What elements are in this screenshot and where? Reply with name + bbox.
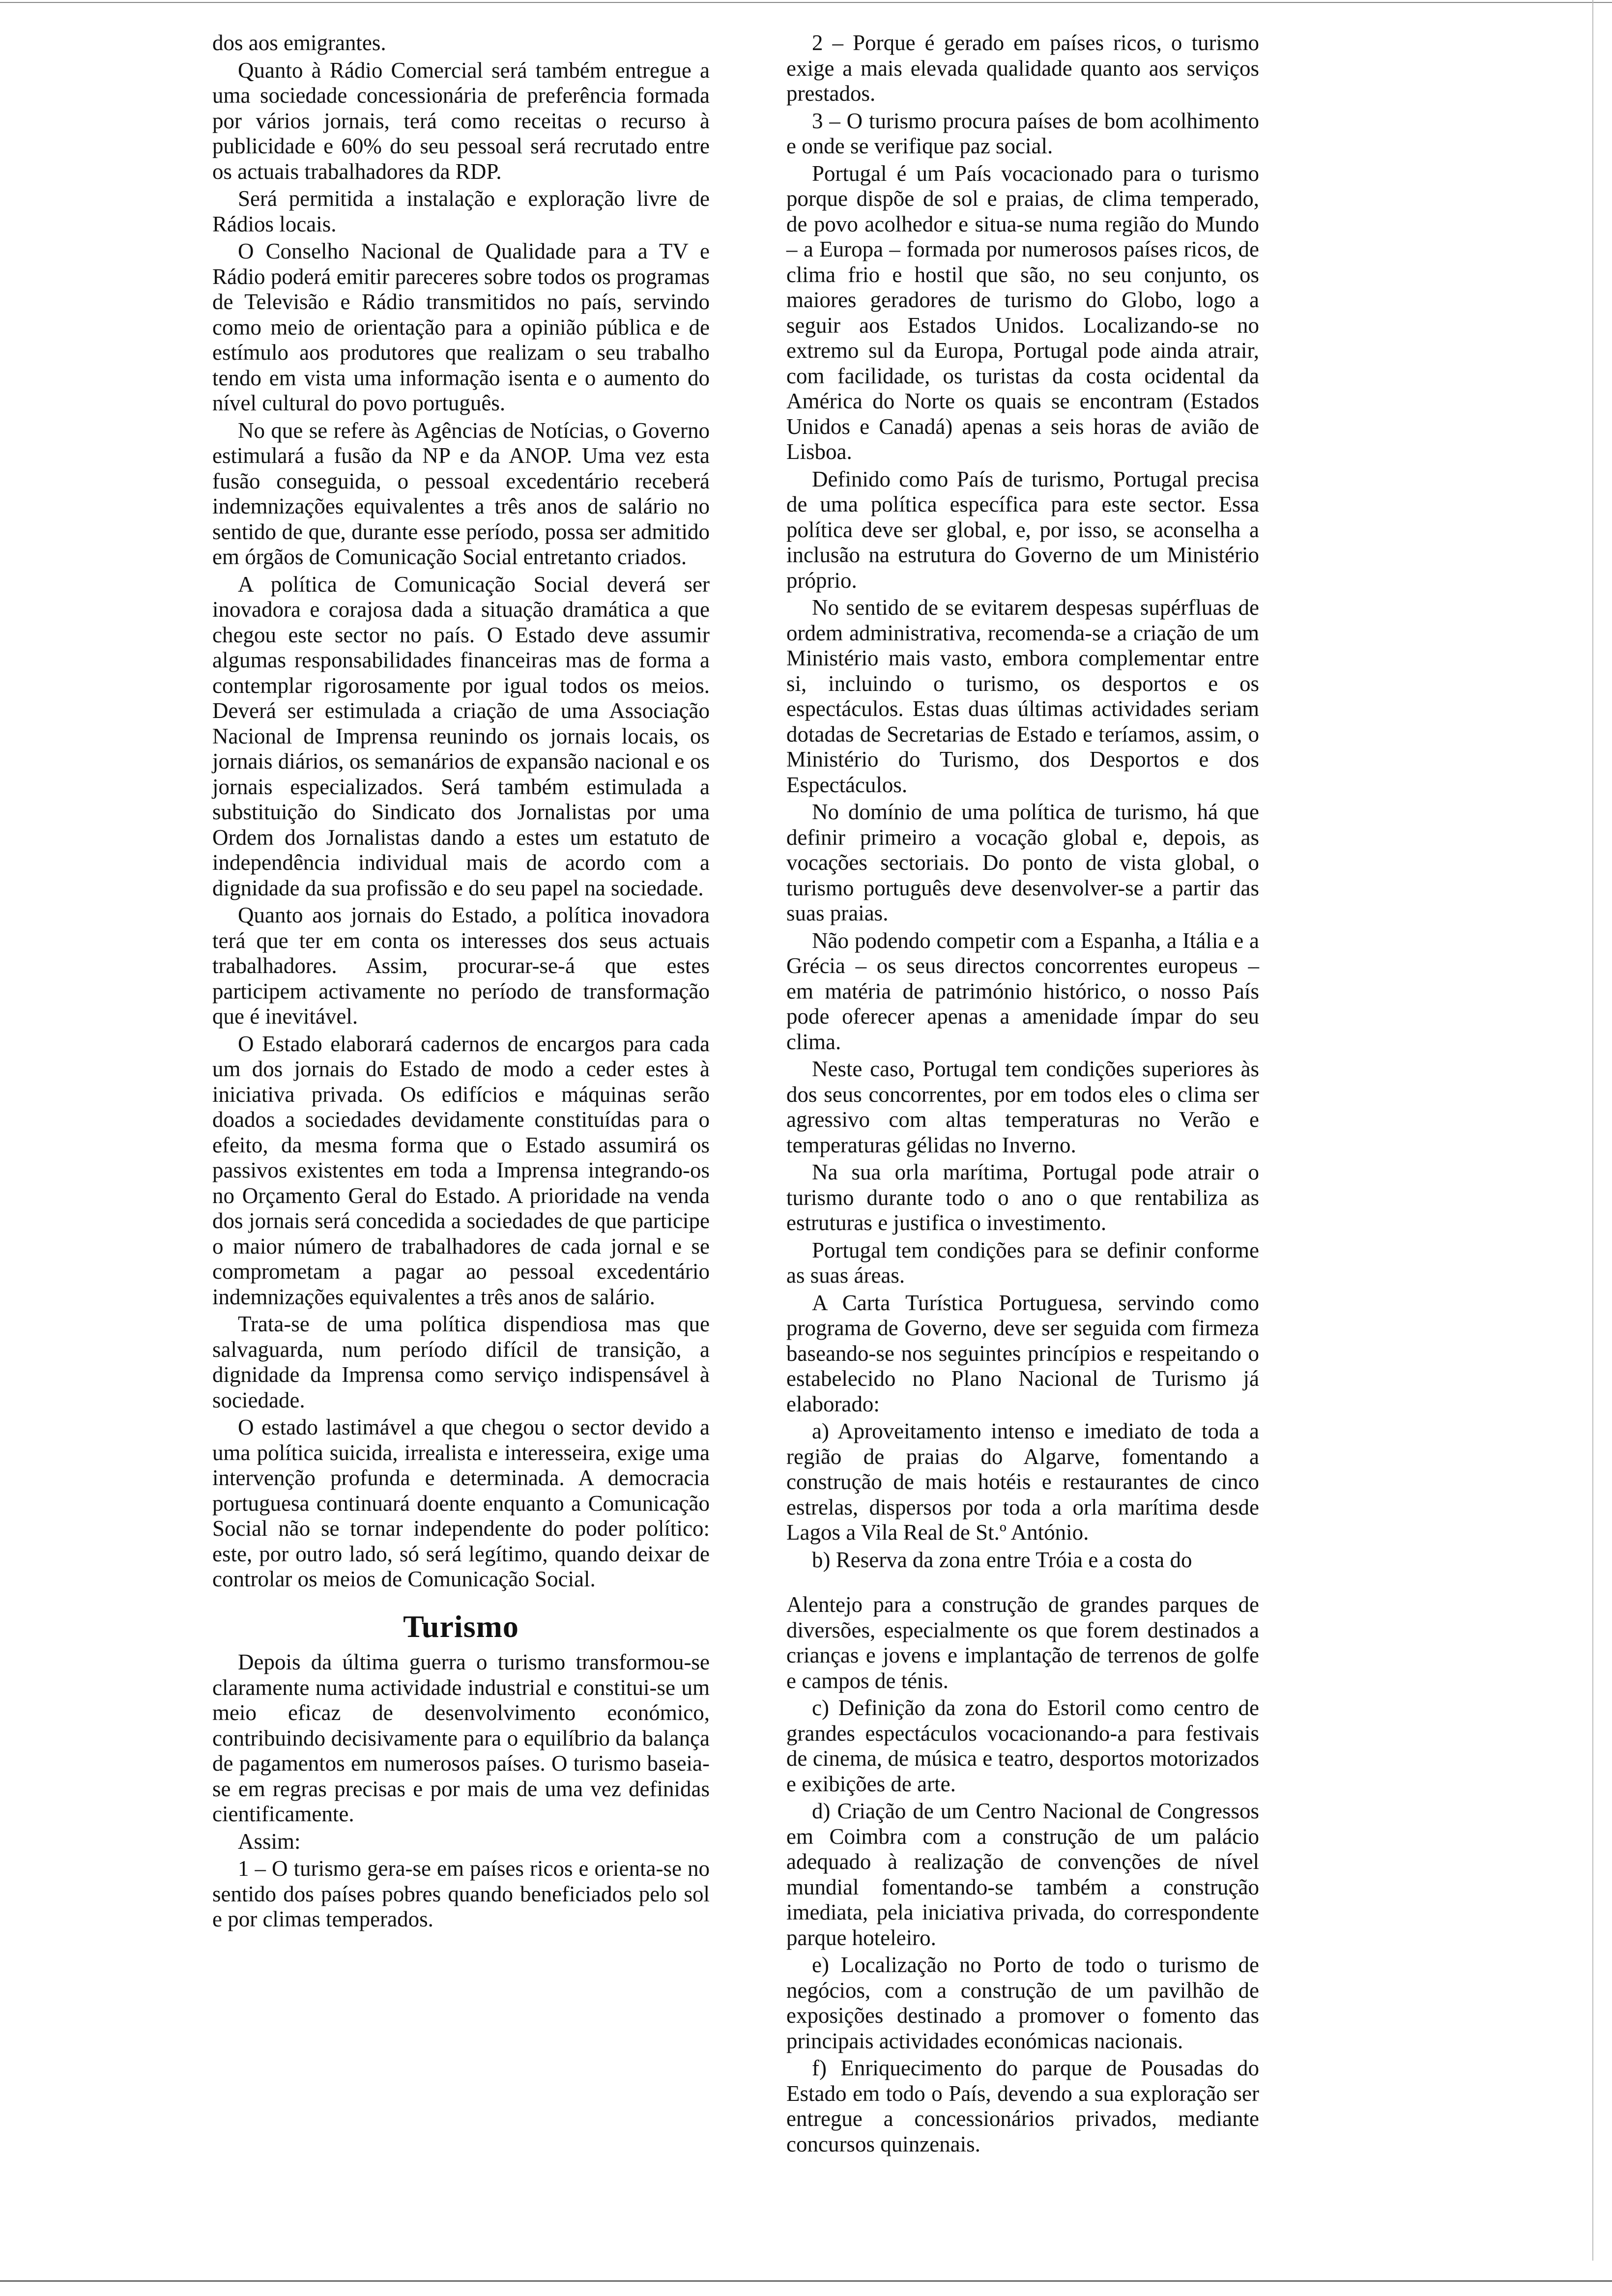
paragraph: No sentido de se evitarem despesas supérfluas de ordem administrativa, recomenda-se a criação de um Ministério mais vasto, embora complementar entre si, incluindo o turismo, os desportos e os espectáculos. Estas duas últimas actividades seriam dotadas de Secretarias de Estado e teríamos, assim, o Ministério do Turismo, dos Desportos e dos Espectáculos. xyxy=(786,595,1259,797)
scan-edge-top xyxy=(0,2,1612,3)
paragraph: No que se refere às Agências de Notícias, o Governo estimulará a fusão da NP e da ANOP. Uma vez esta fusão conseguida, o pessoal excedentário receberá indemnizações equivalentes a três anos de salário no sentido de que, durante esse período, possa ser admitido em órgãos de Comunicação Social entretanto criados. xyxy=(212,418,710,569)
list-item: e) Localização no Porto de todo o turismo de negócios, com a construção de um pavilhão de exposições destinado a promover o fomento das principais actividades económicas nacionais. xyxy=(786,1952,1259,2053)
paragraph: 3 – O turismo procura países de bom acolhimento e onde se verifique paz social. xyxy=(786,108,1259,158)
list-item: f) Enriquecimento do parque de Pousadas do Estado em todo o País, devendo a sua exploração ser entregue a concessionários privados, mediante concursos quinzenais. xyxy=(786,2056,1259,2156)
paragraph: 2 – Porque é gerado em países ricos, o turismo exige a mais elevada qualidade quanto aos serviços prestados. xyxy=(786,30,1259,106)
paragraph: O estado lastimável a que chegou o sector devido a uma política suicida, irrealista e interesseira, exige uma intervenção profunda e determinada. A democracia portuguesa continuará doente enquanto a Comunicação Social não se tornar independente do poder político: este, por outro lado, só será legítimo, quando deixar de controlar os meios de Comunicação Social. xyxy=(212,1415,710,1591)
right-column-continuation xyxy=(786,1592,1259,2159)
paragraph: Quanto aos jornais do Estado, a política inovadora terá que ter em conta os interesses dos seus actuais trabalhadores. Assim, procurar-se-á que estes participem activamente no período de transformação que é inevitável. xyxy=(212,903,710,1029)
paragraph: Portugal é um País vocacionado para o turismo porque dispõe de sol e praias, de clima temperado, de povo acolhedor e situa-se numa região do Mundo – a Europa – formada por numerosos países ricos, de clima frio e hostil que são, no seu conjunto, os maiores geradores de turismo do Globo, logo a seguir aos Estados Unidos. Localizando-se no extremo sul da Europa, Portugal pode ainda atrair, com facilidade, os turistas da costa ocidental da América do Norte os quais se encontram (Estados Unidos e Canadá) apenas a seis horas de avião de Lisboa. xyxy=(786,161,1259,464)
paragraph: Definido como País de turismo, Portugal precisa de uma política específica para este sector. Essa política deve ser global, e, por isso, se aconselha a inclusão na estrutura do Governo de um Ministério próprio. xyxy=(786,466,1259,593)
paragraph: 1 – O turismo gera-se em países ricos e orienta-se no sentido dos países pobres quando beneficiados pelo sol e por climas temperados. xyxy=(212,1856,710,1931)
list-item: c) Definição da zona do Estoril como centro de grandes espectáculos vocacionando-a para festivais de cinema, de música e teatro, desportos motorizados e exibições de arte. xyxy=(786,1695,1259,1796)
section-heading: Turismo xyxy=(403,1608,519,1644)
paragraph: O Conselho Nacional de Qualidade para a TV e Rádio poderá emitir pareceres sobre todos os programas de Televisão e Rádio transmitidos no país, servindo como meio de orientação para a opinião pública e de estímulo aos produtores que realizam o seu trabalho tendo em vista uma informação isenta e o aumento do nível cultural do povo português. xyxy=(212,239,710,415)
list-item-continuation: Alentejo para a construção de grandes parques de diversões, especialmente os que forem destinados a crianças e jovens e implantação de terrenos de golfe e campos de ténis. xyxy=(786,1592,1259,1693)
paragraph: O Estado elaborará cadernos de encargos para cada um dos jornais do Estado de modo a ceder estes à iniciativa privada. Os edifícios e máquinas serão doados a sociedades devidamente constituídas para o efeito, da mesma forma que o Estado assumirá os passivos existentes em toda a Imprensa integrando-os no Orçamento Geral do Estado. A prioridade na venda dos jornais será concedida a sociedades de que participe o maior número de trabalhadores de cada jornal e se comprometam a pagar ao pessoal excedentário indemnizações equivalentes a três anos de salário. xyxy=(212,1031,710,1309)
paragraph: Será permitida a instalação e exploração livre de Rádios locais. xyxy=(212,186,710,236)
paragraph: A política de Comunicação Social deverá ser inovadora e corajosa dada a situação dramática a que chegou este sector no país. O Estado deve assumir algumas responsabilidades financeiras mas de forma a contemplar rigorosamente por igual todos os meios. Deverá ser estimulada a criação de uma Associação Nacional de Imprensa reunindo os jornais locais, os jornais diários, os semanários de expansão nacional e os jornais especializados. Será também estimulada a substituição do Sindicato dos Jornalistas por uma Ordem dos Jornalistas dando a estes um estatuto de independência individual mais de acordo com a dignidade da sua profissão e do seu papel na sociedade. xyxy=(212,572,710,900)
paragraph: A Carta Turística Portuguesa, servindo como programa de Governo, deve ser seguida com firmeza baseando-se nos seguintes princípios e respeitando o estabelecido no Plano Nacional de Turismo já elaborado: xyxy=(786,1290,1259,1416)
paragraph: Assim: xyxy=(238,1829,301,1854)
paragraph: Quanto à Rádio Comercial será também entregue a uma sociedade concessionária de preferência formada por vários jornais, terá como receitas o recurso à publicidade e 60% do seu pessoal será recrutado entre os actuais trabalhadores da RDP. xyxy=(212,57,710,184)
paragraph: Trata-se de uma política dispendiosa mas que salvaguarda, num período difícil de transição, a dignidade da Imprensa como serviço indispensável à sociedade. xyxy=(212,1312,710,1412)
paragraph: Na sua orla marítima, Portugal pode atrair o turismo durante todo o ano o que rentabiliza as estruturas e justifica o investimento. xyxy=(786,1160,1259,1235)
list-item: d) Criação de um Centro Nacional de Congressos em Coimbra com a construção de um palácio adequado à realização de convenções de nível mundial fomentando-se também a construção imediata, pela iniciativa privada, do correspondente parque hoteleiro. xyxy=(786,1799,1259,1950)
paragraph: Portugal tem condições para se definir conforme as suas áreas. xyxy=(786,1237,1259,1288)
right-column xyxy=(786,30,1259,1575)
list-item: b) Reserva da zona entre Tróia e a costa do xyxy=(812,1547,1192,1572)
paragraph: Depois da última guerra o turismo transformou-se claramente numa actividade industrial e constitui-se um meio eficaz de desenvolvimento económico, contribuindo decisivamente para o equilíbrio da balança de pagamentos em numerosos países. O turismo baseia-se em regras precisas e por mais de uma vez definidas cientificamente. xyxy=(212,1650,710,1826)
list-item: a) Aproveitamento intenso e imediato de toda a região de praias do Algarve, fomentando a construção de mais hotéis e restaurantes de cinco estrelas, dispersos por toda a orla marítima desde Lagos a Vila Real de St.º António. xyxy=(786,1419,1259,1545)
paragraph: No domínio de uma política de turismo, há que definir primeiro a vocação global e, depois, as vocações sectoriais. Do ponto de vista global, o turismo português deve desenvolver-se a partir das suas praias. xyxy=(786,800,1259,925)
left-column xyxy=(212,30,710,1934)
paragraph: Não podendo competir com a Espanha, a Itália e a Grécia – os seus directos concorrentes europeus – em matéria de património histórico, o nosso País pode oferecer apenas a amenidade ímpar do seu clima. xyxy=(786,928,1259,1054)
scan-edge-right xyxy=(1592,0,1593,2261)
scan-edge-bottom xyxy=(0,2280,1612,2282)
paragraph: dos aos emigrantes. xyxy=(212,30,386,55)
paragraph: Neste caso, Portugal tem condições superiores às dos seus concorrentes, por em todos eles o clima ser agressivo com altas temperaturas no Verão e temperaturas gélidas no Inverno. xyxy=(786,1057,1259,1157)
